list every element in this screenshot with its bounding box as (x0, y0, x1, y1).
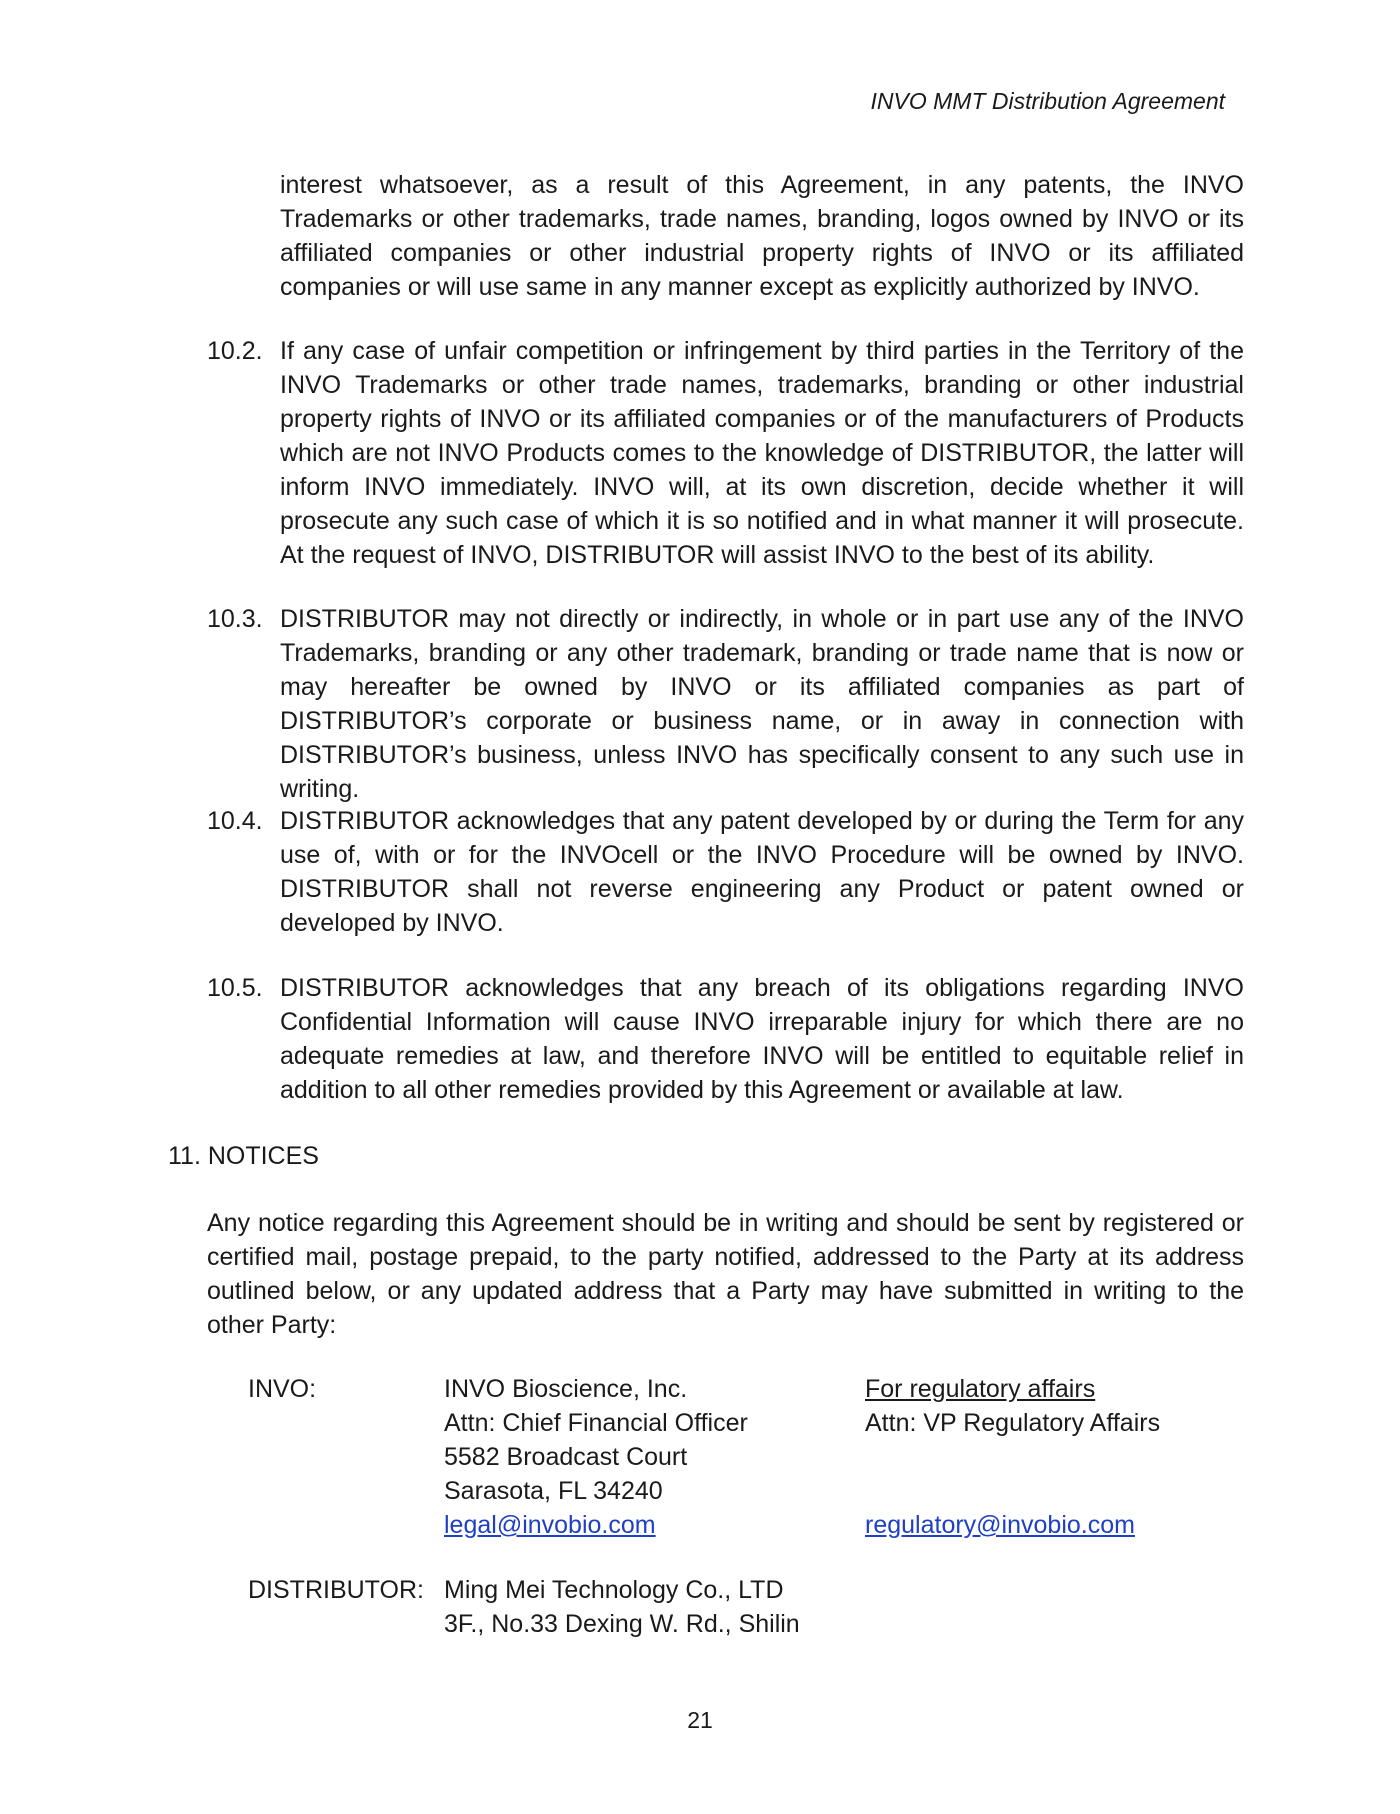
regulatory-attn: Attn: VP Regulatory Affairs (865, 1409, 1161, 1437)
clause-number: 10.2. (207, 337, 263, 365)
invo-city: Sarasota, FL 34240 (444, 1477, 663, 1505)
distributor-company: Ming Mei Technology Co., LTD (444, 1576, 784, 1604)
invo-label: INVO: (248, 1375, 317, 1403)
invo-address-block (444, 1372, 748, 1542)
continuation-paragraph: interest whatsoever, as a result of this Agreement, in any patents, the INVO Trademarks or other trademarks, trade names, branding, logos owned by INVO or its affiliated companies or other industrial property rights of INVO or its affiliated companies or will use same in any manner except as explicitly authorized by INVO. (280, 171, 1244, 301)
spacer-line (865, 1440, 1160, 1474)
clause-number: 10.4. (207, 807, 263, 835)
invo-company: INVO Bioscience, Inc. (444, 1375, 688, 1403)
invo-attn: Attn: Chief Financial Officer (444, 1409, 748, 1437)
clause-10-3 (207, 602, 1244, 806)
clause-text: If any case of unfair competition or infringement by third parties in the Territory of the INVO Trademarks or other trade names, trademarks, branding or other industrial property rights of INVO or its affiliated companies or of the manufacturers of Products which are not INVO Products comes to the knowledge of DISTRIBUTOR, the latter will inform INVO immediately. INVO will, at its own discretion, decide whether it will prosecute any such case of which it is so notified and in what manner it will prosecute. At the request of INVO, DISTRIBUTOR will assist INVO to the best of its ability. (280, 337, 1244, 569)
clause-10-2 (207, 334, 1244, 572)
notices-paragraph: Any notice regarding this Agreement should be in writing and should be sent by registered or certified mail, postage prepaid, to the party notified, addressed to the Party at its address outlined below, or any updated address that a Party may have submitted in writing to the other Party: (207, 1209, 1244, 1339)
clause-text: DISTRIBUTOR acknowledges that any breach of its obligations regarding INVO Confidential Information will cause INVO irreparable injury for which there are no adequate remedies at law, and therefore INVO will be entitled to equitable relief in addition to all other remedies provided by this Agreement or available at law. (280, 974, 1244, 1104)
regulatory-heading: For regulatory affairs (865, 1375, 1096, 1403)
clause-number: 10.5. (207, 974, 263, 1002)
clause-text: DISTRIBUTOR acknowledges that any patent developed by or during the Term for any use of, with or for the INVOcell or the INVO Procedure will be owned by INVO. DISTRIBUTOR shall not reverse engineering any Product or patent owned or developed by INVO. (280, 807, 1244, 937)
invo-regulatory-block (865, 1372, 1160, 1542)
regulatory-email-link[interactable]: regulatory@invobio.com (865, 1511, 1135, 1539)
running-header: INVO MMT Distribution Agreement (870, 88, 1225, 114)
distributor-street: 3F., No.33 Dexing W. Rd., Shilin (444, 1610, 800, 1638)
clause-10-5 (207, 971, 1244, 1107)
distributor-label: DISTRIBUTOR: (248, 1576, 424, 1604)
clause-text: DISTRIBUTOR may not directly or indirectly, in whole or in part use any of the INVO Trademarks, branding or any other trademark, branding or trade name that is now or may hereafter be owned by INVO or its affiliated companies as part of DISTRIBUTOR’s corporate or business name, or in away in connection with DISTRIBUTOR’s business, unless INVO has specifically consent to any such use in writing. (280, 605, 1244, 803)
clause-number: 10.3. (207, 605, 263, 633)
distributor-address-block (444, 1573, 800, 1641)
invo-legal-email-link[interactable]: legal@invobio.com (444, 1511, 656, 1539)
clause-10-4 (207, 804, 1244, 940)
section-heading-notices: 11. NOTICES (168, 1142, 319, 1170)
invo-street: 5582 Broadcast Court (444, 1443, 688, 1471)
page-number: 21 (687, 1707, 713, 1733)
spacer-line (865, 1474, 1160, 1508)
